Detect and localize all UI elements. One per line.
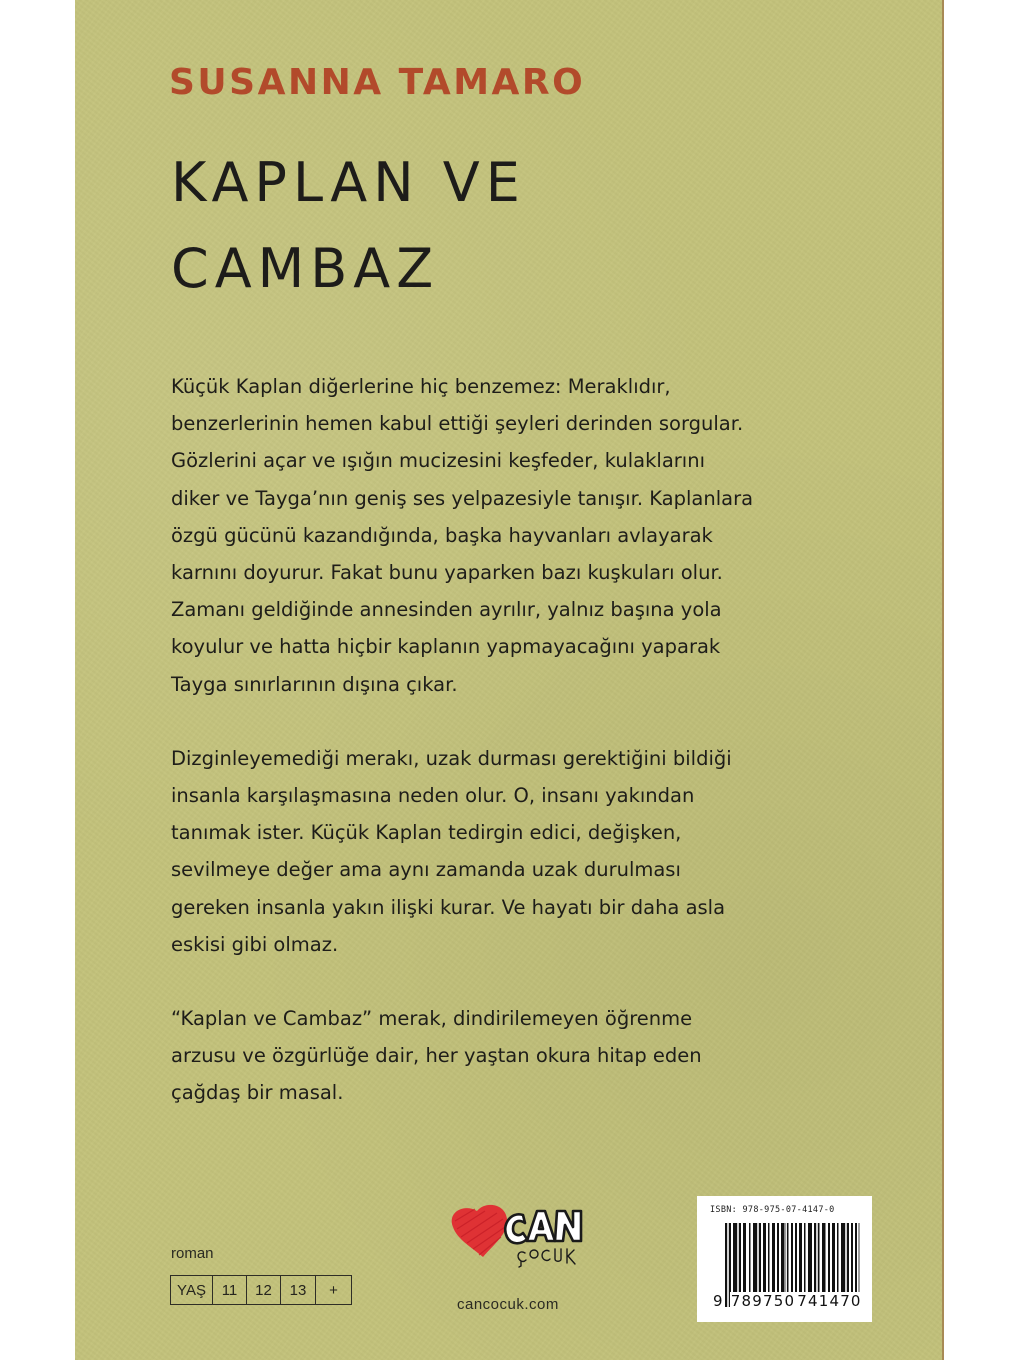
- age-cell: 12: [247, 1276, 281, 1304]
- age-cell-label: YAŞ: [171, 1276, 213, 1304]
- blurb-paragraph-3: [171, 1000, 851, 1112]
- blurb-line: özgü gücünü kazandığında, başka hayvanları avlayarak: [171, 523, 713, 547]
- blurb-paragraph-1: [171, 368, 851, 703]
- book-title: [171, 140, 526, 312]
- blurb-line: Zamanı geldiğinde annesinden ayrılır, yalnız başına yola: [171, 598, 722, 622]
- blurb-line: Tayga sınırlarının dışına çıkar.: [171, 672, 458, 696]
- blurb-line: karnını doyurur. Fakat bunu yaparken bazı kuşkuları olur.: [171, 561, 723, 585]
- age-grid: [170, 1275, 352, 1305]
- book-back-cover: [75, 0, 944, 1360]
- author-name: SUSANNA TAMARO: [169, 62, 586, 103]
- blurb-line: “Kaplan ve Cambaz” merak, dindirilemeyen öğrenme: [171, 1007, 693, 1031]
- isbn-label: ISBN: 978-975-07-4147-0: [710, 1205, 835, 1215]
- blurb-line: sevilmeye değer ama aynı zamanda uzak durulması: [171, 858, 681, 882]
- ean-group-1: 789750: [730, 1292, 796, 1310]
- heart-icon: [441, 1197, 591, 1272]
- blurb-line: gereken insanla yakın ilişki kurar. Ve hayatı bir daha asla: [171, 895, 726, 919]
- ean-group-2: 741470: [797, 1292, 862, 1310]
- blurb-line: çağdaş bir masal.: [171, 1081, 344, 1105]
- blurb-line: tanımak ister. Küçük Kaplan tedirgin edici, değişken,: [171, 821, 682, 845]
- ean-lead-digit: 9: [713, 1292, 724, 1310]
- age-cell: 11: [213, 1276, 247, 1304]
- blurb-line: Küçük Kaplan diğerlerine hiç benzemez: Meraklıdır,: [171, 375, 671, 398]
- blurb: [171, 368, 851, 1149]
- publisher-logo: [441, 1197, 591, 1272]
- blurb-line: eskisi gibi olmaz.: [171, 932, 339, 956]
- blurb-line: benzerlerinin hemen kabul ettiği şeyleri derinden sorgular.: [171, 412, 744, 436]
- title-line-1: KAPLAN VE: [171, 151, 526, 214]
- genre-label: roman: [171, 1245, 214, 1262]
- age-cell: +: [329, 1281, 338, 1299]
- blurb-line: koyulur ve hatta hiçbir kaplanın yapmayacağını yaparak: [171, 635, 721, 659]
- blurb-line: arzusu ve özgürlüğe dair, her yaştan okura hitap eden: [171, 1044, 702, 1068]
- blurb-paragraph-2: [171, 740, 851, 963]
- blurb-line: Dizginleyemediği merakı, uzak durması gerektiğini bildiği: [171, 746, 732, 770]
- publisher-website: cancocuk.com: [457, 1296, 559, 1313]
- blurb-line: Gözlerini açar ve ışığın mucizesini keşfeder, kulaklarını: [171, 449, 705, 473]
- blurb-line: insanla karşılaşmasına neden olur. O, insanı yakından: [171, 784, 695, 808]
- title-line-2: CAMBAZ: [171, 237, 440, 300]
- blurb-line: diker ve Tayga’nın geniş ses yelpazesiyle tanışır. Kaplanlara: [171, 486, 754, 510]
- ean-number: [713, 1292, 863, 1310]
- age-cell: 13: [281, 1276, 316, 1304]
- isbn-barcode: [697, 1196, 872, 1322]
